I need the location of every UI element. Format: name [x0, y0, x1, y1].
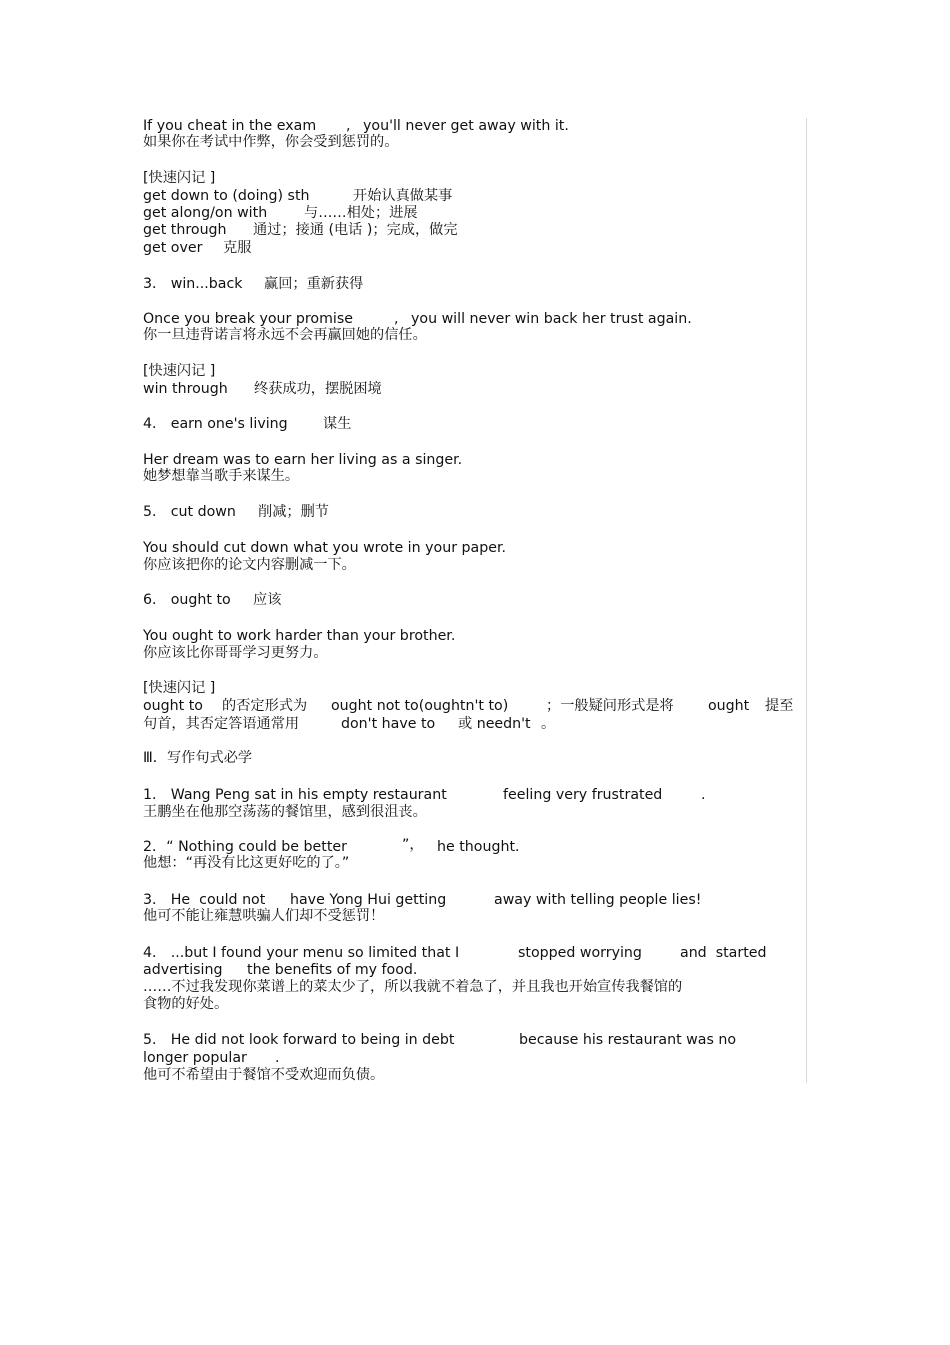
- sentence-en: longer popular: [143, 1050, 247, 1066]
- flash-title: [快速闪记 ]: [143, 680, 216, 696]
- note-text: 。: [541, 716, 556, 732]
- sentence-zh: 他可不希望由于餐馆不受欢迎而负债。: [143, 1067, 385, 1083]
- example-en: If you cheat in the exam: [143, 118, 317, 134]
- section-title: Ⅲ．写作句式必学: [143, 750, 253, 766]
- flash-en: get along/on with: [143, 205, 268, 221]
- margin-rule: [806, 118, 807, 1083]
- sentence-en: .: [275, 1050, 280, 1066]
- note-text: ；一般疑问形式是将: [546, 698, 674, 714]
- flash-title: [快速闪记 ]: [143, 170, 216, 186]
- note-text: ought: [708, 698, 750, 714]
- flash-title: [快速闪记 ]: [143, 363, 216, 379]
- item-heading-zh: 应该: [253, 592, 282, 608]
- flash-en: get over: [143, 240, 203, 256]
- flash-zh: 终获成功，摆脱困境: [254, 381, 382, 397]
- example-en-comma: ,: [394, 311, 399, 327]
- sentence-en: feeling very frustrated: [503, 787, 663, 803]
- example-zh: 你应该比你哥哥学习更努力。: [143, 645, 328, 661]
- flash-zh: 开始认真做某事: [353, 188, 453, 204]
- example-zh: 如果你在考试中作弊，你会受到惩罚的。: [143, 134, 399, 150]
- item-heading-en: 6． ought to: [143, 592, 231, 608]
- example-en: you will never win back her trust again.: [411, 311, 692, 327]
- sentence-en: 2．“ Nothing could be better: [143, 839, 347, 855]
- sentence-en: advertising: [143, 962, 223, 978]
- note-text: 句首，其否定答语通常用: [143, 716, 300, 732]
- sentence-en: 4． ...but I found your menu so limited that I: [143, 945, 460, 961]
- item-heading-zh: 谋生: [323, 416, 352, 432]
- sentence-en: ”，: [402, 837, 424, 853]
- sentence-en: the benefits of my food.: [247, 962, 418, 978]
- item-heading-en: 4． earn one's living: [143, 416, 288, 432]
- example-en-comma: ,: [346, 118, 351, 134]
- sentence-en: away with telling people lies!: [494, 892, 702, 908]
- item-heading-en: 3． win...back: [143, 276, 243, 292]
- flash-zh: 与……相处；进展: [304, 205, 418, 221]
- example-en: you'll never get away with it.: [363, 118, 569, 134]
- item-heading-zh: 削减；删节: [258, 504, 329, 520]
- note-text: ought not to(oughtn't to): [331, 698, 509, 714]
- sentence-en: stopped worrying: [518, 945, 642, 961]
- note-text: 或 needn't: [458, 716, 531, 732]
- flash-en: get through: [143, 222, 227, 238]
- note-text: 的否定形式为: [222, 698, 308, 714]
- example-zh: 你应该把你的论文内容删减一下。: [143, 557, 356, 573]
- example-en: You should cut down what you wrote in your paper.: [143, 540, 507, 556]
- sentence-en: 1． Wang Peng sat in his empty restaurant: [143, 787, 447, 803]
- flash-en: get down to (doing) sth: [143, 188, 310, 204]
- example-en: You ought to work harder than your brother.: [143, 628, 456, 644]
- sentence-zh: ……不过我发现你菜谱上的菜太少了，所以我就不着急了，并且我也开始宣传我餐馆的: [143, 979, 683, 995]
- note-text: ought to: [143, 698, 203, 714]
- note-text: 提至: [765, 698, 794, 714]
- flash-en: win through: [143, 381, 228, 397]
- example-en: Her dream was to earn her living as a singer.: [143, 452, 463, 468]
- sentence-en: because his restaurant was no: [519, 1032, 737, 1048]
- sentence-en: .: [701, 787, 706, 803]
- sentence-zh: 他可不能让雍慧哄骗人们却不受惩罚！: [143, 908, 385, 924]
- sentence-zh: 食物的好处。: [143, 996, 229, 1012]
- sentence-en: and started: [680, 945, 767, 961]
- item-heading-zh: 赢回；重新获得: [264, 276, 364, 292]
- sentence-zh: 王鹏坐在他那空荡荡的餐馆里，感到很沮丧。: [143, 804, 427, 820]
- sentence-en: he thought.: [437, 839, 520, 855]
- item-heading-en: 5． cut down: [143, 504, 236, 520]
- sentence-en: 5． He did not look forward to being in debt: [143, 1032, 455, 1048]
- sentence-en: 3． He could not: [143, 892, 266, 908]
- flash-zh: 克服: [223, 240, 252, 256]
- note-text: don't have to: [341, 716, 436, 732]
- example-zh: 她梦想靠当歌手来谋生。: [143, 468, 300, 484]
- example-en: Once you break your promise: [143, 311, 353, 327]
- sentence-en: have Yong Hui getting: [290, 892, 447, 908]
- sentence-zh: 他想：“再没有比这更好吃的了。”: [143, 855, 350, 871]
- example-zh: 你一旦违背诺言将永远不会再赢回她的信任。: [143, 327, 427, 343]
- flash-zh: 通过；接通 (电话 )；完成，做完: [253, 222, 458, 238]
